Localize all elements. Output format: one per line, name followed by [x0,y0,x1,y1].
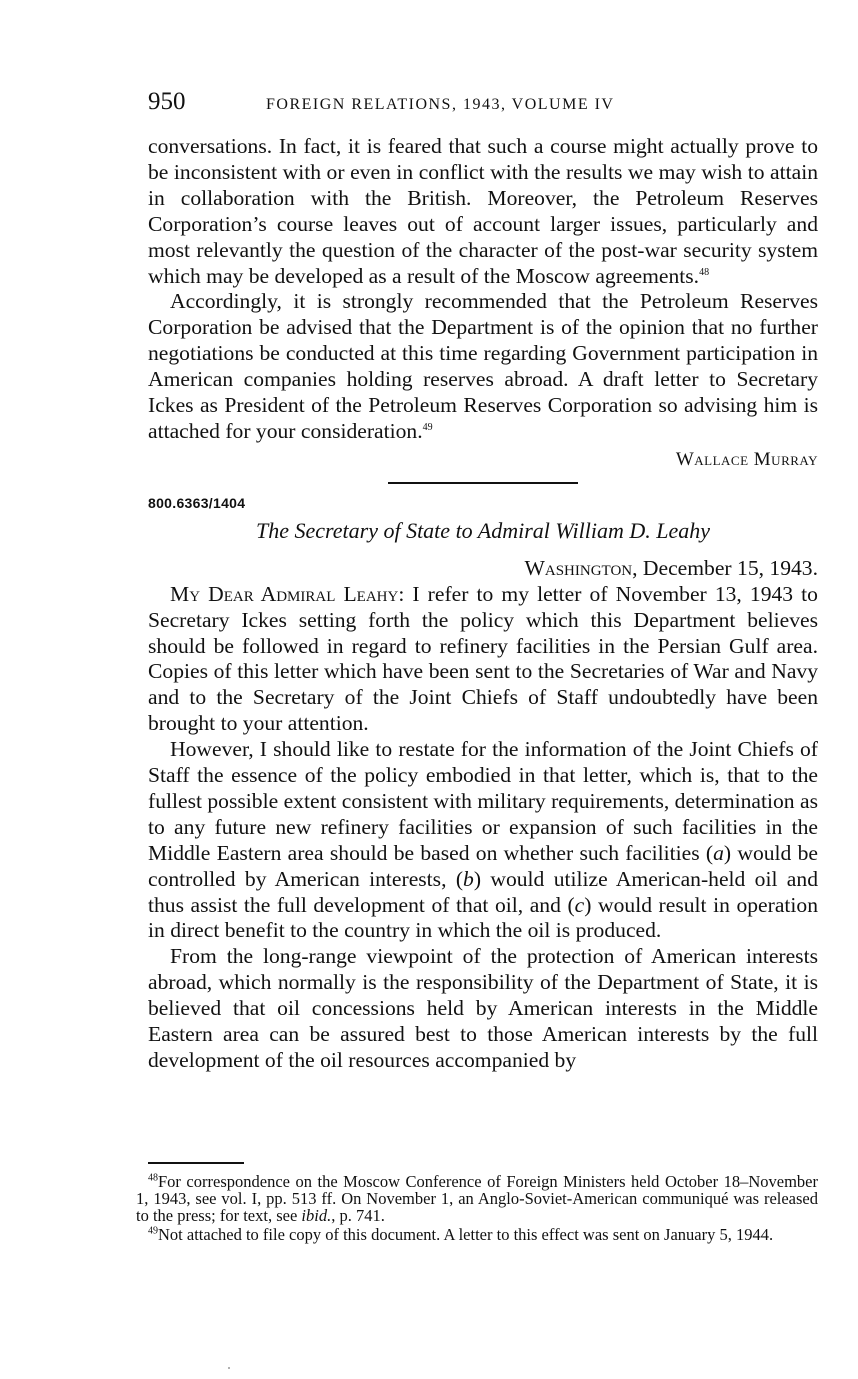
running-head: FOREIGN RELATIONS, 1943, VOLUME IV [266,96,615,113]
letter-paragraph: However, I should like to restate for the information of the Joint Chiefs of Staff the essence of the policy embodied in that letter, which is, that to the fullest possible extent consistent with military requirements, determination as to any future new refinery facilities or expansion of such facilities in the Middle Eastern area should be based on whether such facilities (a) would be controlled by American interests, (b) would utilize American-held oil and thus assist the full development of that oil, and (c) would result in operation in direct benefit to the country in which the oil is produced. [148,737,818,943]
document-title: The Secretary of State to Admiral William D. Leahy [255,517,710,543]
signature: Wallace Murray [675,448,818,470]
footnote-ref: 48 [699,266,710,278]
dateline-date: , December 15, 1943. [632,555,818,580]
section-divider [388,482,578,484]
page-header [148,88,820,122]
letter-paragraph: From the long-range viewpoint of the protection of American interests abroad, which normally is the responsibility of the Department of State, it is believed that oil concessions held by American interests in the Middle Eastern area can be assured best to those American interests by the full development of the oil resources accompanied by [148,944,818,1072]
dateline [148,556,818,582]
letter-paragraph: My Dear Admiral Leahy: I refer to my letter of November 13, 1943 to Secretary Ickes setting forth the policy which this Department believes should be followed in regard to refinery facilities in the Persian Gulf area. Copies of this letter which have been sent to the Secretaries of War and Navy and to the Secretary of the Joint Chiefs of Staff undoubtedly have been brought to your attention. [148,581,818,736]
footnotes [136,1173,818,1245]
footnote-49: $^{49}$Not attached to file copy of this document. A letter to this effect was sent on January 5, 1944. [148,1225,774,1244]
dateline-place: Washington [524,555,633,580]
footnote-ref: 49 [422,421,433,433]
footnote-48: $^{48}$For correspondence on the Moscow Conference of Foreign Ministers held October 18–November 1, 1943, see vol. I, pp. 513 ff. On November 1, an Anglo-Soviet-American communiqué was released to the press; for text, see ibid., p. 741. [136,1172,818,1225]
list-marker: b [463,866,474,891]
memo-paragraph: conversations. In fact, it is feared that such a course might actually prove to be inconsistent with or even in conflict with the results we may wish to attain in collaboration with the British. Moreover, the Petroleum Reserves Corporation’s course leaves out of account larger issues, particularly and most relevantly the question of the character of the post-war security system which may be developed as a result of the Moscow agreements.$^{48}$ [148,134,818,288]
page-body [148,134,818,1074]
page-number: 950 [148,88,186,115]
file-number: 800.6363/1404 [148,494,246,511]
memo-paragraph: Accordingly, it is strongly recommended that the Petroleum Reserves Corporation be advised that the Department is of the opinion that no further negotiations be conducted at this time regarding Government participation in American companies holding reserves abroad. A draft letter to Secretary Ickes as President of the Petroleum Reserves Corporation so advising him is attached for your consideration.$^{49}$ [148,289,818,443]
footnote-divider [148,1162,244,1164]
list-marker: a [713,840,724,865]
list-marker: c [574,892,585,917]
print-speck [228,1367,230,1369]
footnote-marker: 48 [148,1172,158,1184]
salutation: My Dear Admiral Leahy [170,581,399,606]
footnote-marker: 49 [148,1225,158,1237]
